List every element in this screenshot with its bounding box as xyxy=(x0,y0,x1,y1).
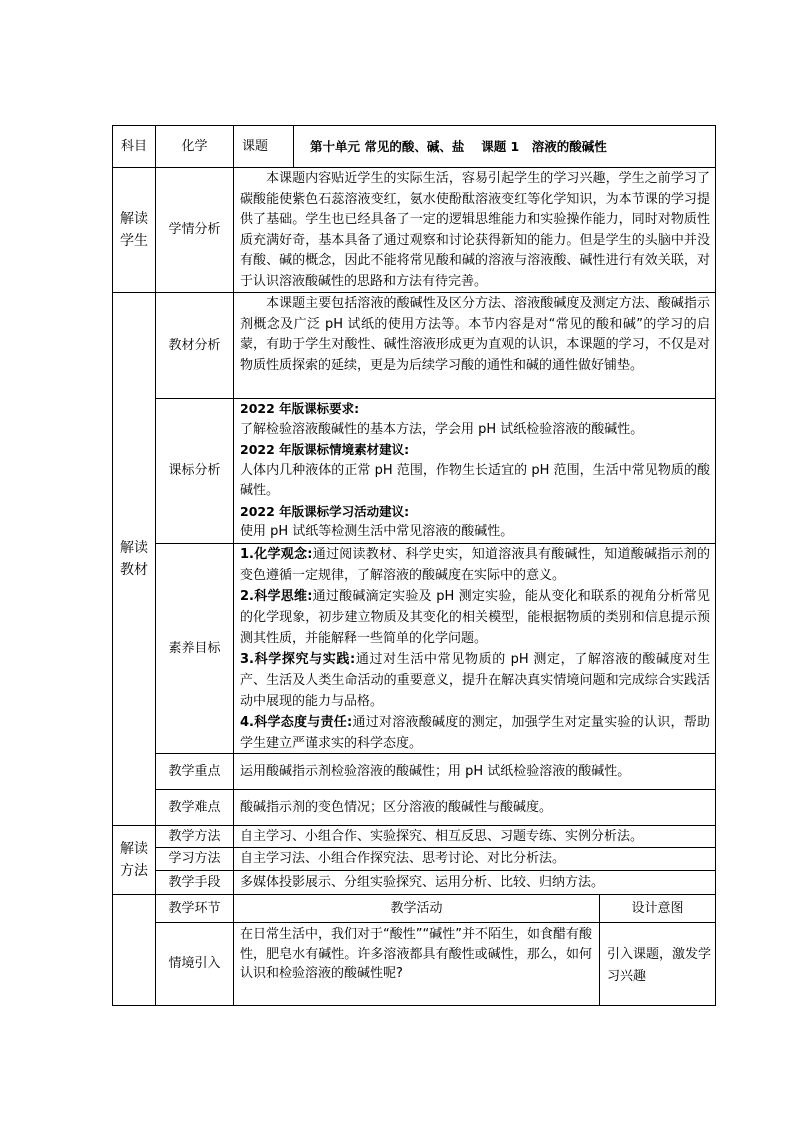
goal-item xyxy=(240,712,710,754)
group-students: 解读学生 xyxy=(120,211,148,249)
learning-method-label: 学习方法 xyxy=(168,851,221,866)
teaching-means-label: 教学手段 xyxy=(168,874,221,890)
learning-analysis-text: 本课题内容贴近学生的实际生活，容易引起学生的学习兴趣，学生之前学习了碳酸能使紫色石蕊溶液变红，氨水使酚酞溶液变红等化学知识，为本节课的学习提供了基础。学生也已经具备了一定的逻辑思维能力和实验操作能力，同时对物质性质充满好奇，基本具备了通过观察和讨论获得新知的能力。但是学生的头脑中并没有酸、碱的概念，因此不能将常见酸和碱的溶液与溶液酸、碱性进行有效关联，对于认识溶液酸碱性的思路和方法有待完善。 xyxy=(240,171,710,289)
goal-item xyxy=(240,649,710,712)
textbook-analysis-label: 教材分析 xyxy=(168,337,221,353)
difficult-points-text: 酸碱指示剂的变色情况；区分溶液的酸碱性与酸碱度。 xyxy=(240,799,553,815)
teaching-method-text: 自主学习、小组合作、实验探究、相互反思、习题专练、实例分析法。 xyxy=(240,828,644,844)
rule xyxy=(155,922,716,923)
goal-title: 3.科学探究与实践: xyxy=(240,652,356,667)
teaching-means-text: 多媒体投影展示、分组实验探究、运用分析、比较、归纳方法。 xyxy=(240,874,605,890)
literacy-goals-label: 素养目标 xyxy=(168,640,221,656)
goal-title: 4.科学态度与责任: xyxy=(240,715,353,730)
topic-value: 第十单元 常见的酸、碱、盐 课题 1 溶液的酸碱性 xyxy=(310,138,607,154)
rule xyxy=(233,125,234,1005)
goal-title: 1.化学观念: xyxy=(240,547,313,562)
standard-requirement-title: 2022 年版课标要求: xyxy=(240,401,360,416)
literacy-goals-content xyxy=(240,544,710,754)
teaching-method-label: 教学方法 xyxy=(168,828,221,844)
stage-situation-intro: 情境引入 xyxy=(168,956,221,971)
rule xyxy=(112,1005,716,1006)
standard-analysis-content xyxy=(240,399,710,543)
group-method: 解读方法 xyxy=(120,841,148,879)
learning-method-text: 自主学习法、小组合作探究法、思考讨论、对比分析法。 xyxy=(240,851,566,866)
intent-situation-intro: 引入课题，激发学习兴趣 xyxy=(607,947,712,984)
goal-text: 通过对生活中常见物质的 pH 测定，了解溶液的酸碱度对生产、生活及人类生命活动的重要意义，提升在解决真实情境问题和完成综合实践活动中展现的能力与品格。 xyxy=(240,652,710,709)
key-points-label: 教学重点 xyxy=(168,763,221,779)
textbook-analysis-text: 本课题主要包括溶液的酸碱性及区分方法、溶液酸碱度及测定方法、酸碱指示剂概念及广泛 pH 试纸的使用方法等。本节内容是对“常见的酸和碱”的学习的启蒙，有助于学生对酸性、碱性溶液形成更为直观的认识，本课题的学习，不仅是对物质性质探索的延续，更是为后续学习酸的通性和碱的通性做好铺垫。 xyxy=(240,296,710,373)
col-activity-header: 教学活动 xyxy=(390,900,443,916)
standard-context-text: 人体内几种液体的正常 pH 范围，作物生长适宜的 pH 范围，生活中常见物质的酸碱性。 xyxy=(240,462,710,498)
goal-text: 通过对溶液酸碱度的测定，加强学生对定量实验的认识，帮助学生建立严谨求实的科学态度。 xyxy=(240,715,710,751)
goal-title: 2.科学思维: xyxy=(240,589,313,604)
standard-requirement-text: 了解检验溶液酸碱性的基本方法，学会用 pH 试纸检验溶液的酸碱性。 xyxy=(240,421,644,437)
topic-label: 课题 xyxy=(242,138,269,154)
key-points-text: 运用酸碱指示剂检验溶液的酸碱性；用 pH 试纸检验溶液的酸碱性。 xyxy=(240,763,631,779)
col-intent-header: 设计意图 xyxy=(631,900,684,916)
difficult-points-label: 教学难点 xyxy=(168,799,221,815)
standard-activity-title: 2022 年版课标学习活动建议: xyxy=(240,503,410,519)
rule xyxy=(715,125,716,1005)
activity-situation-intro: 在日常生活中，我们对于“酸性”“碱性”并不陌生，如食醋有酸性，肥皂水有碱性。许多溶液都具有酸性或碱性，那么，如何认识和检验溶液的酸碱性呢? xyxy=(240,927,592,981)
standard-analysis-label: 课标分析 xyxy=(168,463,221,478)
goal-item xyxy=(240,544,710,586)
goal-text: 通过酸碱滴定实验及 pH 测定实验，能从变化和联系的视角分析常见的化学现象，初步建立物质及其变化的相关模型，能根据物质的类别和信息提示预测其性质，并能解释一些简单的化学问题。 xyxy=(240,589,710,646)
col-stage-header: 教学环节 xyxy=(168,900,221,916)
standard-context-title: 2022 年版课标情境素材建议: xyxy=(240,442,410,457)
goal-text: 通过阅读教材、科学史实，知道溶液具有酸碱性，知道酸碱指示剂的变色遵循一定规律，了解溶液的酸碱度在实际中的意义。 xyxy=(240,547,710,583)
subject-label: 科目 xyxy=(120,138,147,154)
learning-analysis-label: 学情分析 xyxy=(168,222,221,237)
standard-activity-text: 使用 pH 试纸等检测生活中常见溶液的酸碱性。 xyxy=(240,524,514,539)
subject-value: 化学 xyxy=(181,138,208,154)
goal-item xyxy=(240,586,710,649)
rule xyxy=(293,125,294,167)
group-textbook: 解读教材 xyxy=(120,540,148,578)
